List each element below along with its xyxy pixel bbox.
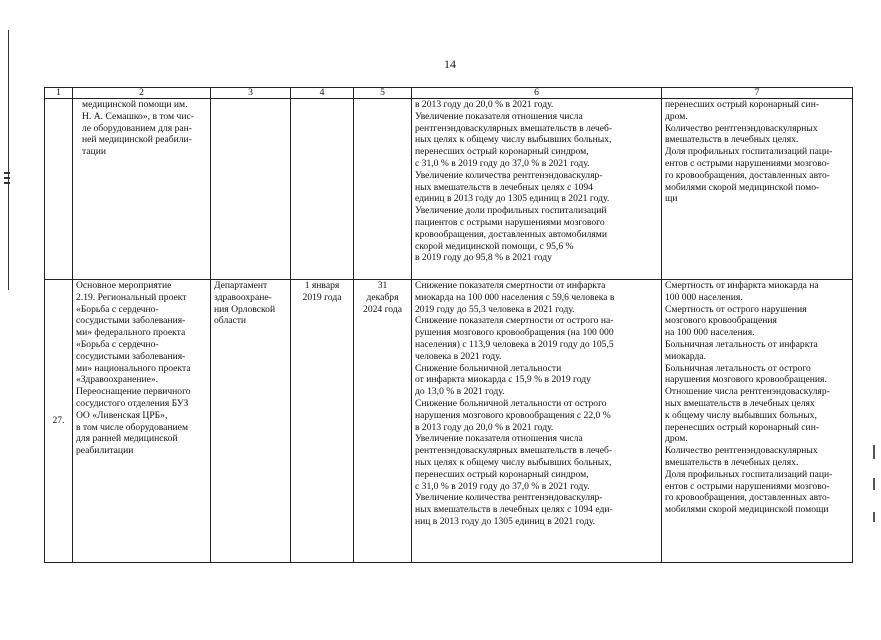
cell-line: декабря xyxy=(366,291,399,303)
cell-line: Отношение числа рентгенэндоваскуляр- xyxy=(665,386,830,398)
cell-line: Снижение показателя смертности от инфаркта xyxy=(415,280,606,291)
measure-name-cell xyxy=(73,99,211,280)
expected-result-cell xyxy=(412,280,662,563)
cell-line: Количество рентгенэндоваскулярных xyxy=(665,122,818,134)
column-number: 1 xyxy=(45,88,73,99)
cell-line: Увеличение показателя отношения числа xyxy=(415,433,583,445)
cell-line: 2019 году до 55,3 человека в 2021 году. xyxy=(415,303,575,315)
cell-line: единиц в 2013 году до 1305 единиц в 2021 году. xyxy=(415,193,610,205)
cell-line: ле оборудованием для ран- xyxy=(82,122,192,134)
cell-line: го кровообращения, доставленных авто- xyxy=(665,492,830,504)
cell-line: Увеличение количества рентгенэндоваскуляр- xyxy=(415,169,603,181)
cell-line: мозгового кровообращения xyxy=(665,315,777,327)
scan-tick-mark xyxy=(4,177,10,179)
cell-line: ных вмешательств в лечебных целях с 1094 еди- xyxy=(415,504,613,516)
cell-line: ных целях к общему числу выбывших больных, xyxy=(415,134,612,146)
cell-line: Н. А. Семашко», в том чис- xyxy=(82,110,194,122)
cell-line: вмешательств в лечебных целях. xyxy=(665,456,799,468)
cell-line: Количество рентгенэндоваскулярных xyxy=(665,445,818,457)
table-header-row xyxy=(45,88,853,99)
cell-line: перенесших острый коронарный синдром, xyxy=(415,146,589,158)
cell-line: Смертность от инфаркта миокарда на xyxy=(665,280,819,291)
cell-line: от инфаркта миокарда с 15,9 % в 2019 году xyxy=(415,374,591,386)
indicator-cell xyxy=(662,280,853,563)
cell-line: ных вмешательств в лечебных целях с 1094 xyxy=(415,181,593,193)
cell-line: Увеличение показателя отношения числа xyxy=(415,110,583,122)
column-number: 5 xyxy=(354,88,412,99)
start-date-cell xyxy=(291,99,354,280)
page-number: 14 xyxy=(444,57,456,71)
cell-line: нарушения мозгового кровообращения с 22,0 % xyxy=(415,409,611,421)
cell-line: мобилями скорой медицинской помо- xyxy=(665,181,820,193)
cell-line: медицинской помощи им. xyxy=(82,99,188,110)
cell-line: 2.19. Региональный проект xyxy=(76,291,187,303)
cell-line: миокарда. xyxy=(665,350,706,362)
cell-line: нарушения мозгового кровообращения. xyxy=(665,374,827,386)
cell-line: здравоохране- xyxy=(214,291,272,303)
cell-line: населения) с 113,9 человека в 2019 году до 105,5 xyxy=(415,338,614,350)
cell-line: до 13,0 % в 2021 году. xyxy=(415,386,505,398)
scan-edge-right xyxy=(873,478,875,490)
cell-line: человека в 2021 году. xyxy=(415,350,502,362)
cell-line: Смертность от острого нарушения xyxy=(665,303,807,315)
cell-line: кровообращения, доставленных автомобилями xyxy=(415,228,607,240)
cell-line: Основное мероприятие xyxy=(76,280,172,291)
indicator-cell xyxy=(662,99,853,280)
cell-line: ентов с острыми нарушениями мозгово- xyxy=(665,480,830,492)
cell-line: ниц в 2013 году до 1305 единиц в 2021 году. xyxy=(415,515,596,527)
column-number: 4 xyxy=(291,88,354,99)
cell-line: дром. xyxy=(665,110,688,122)
cell-line: 31 xyxy=(377,280,388,291)
cell-line: в том числе оборудованием xyxy=(76,421,189,433)
cell-line: Снижение больничной летальности xyxy=(415,362,562,374)
cell-line: на 100 000 населения. xyxy=(665,327,755,339)
executor-cell xyxy=(211,280,291,563)
cell-line: Больничная летальность от острого xyxy=(665,362,811,374)
cell-line: ентов с острыми нарушениями мозгово- xyxy=(665,157,830,169)
cell-line: Снижение больничной летальности от острого xyxy=(415,397,607,409)
row-number xyxy=(45,99,73,280)
cell-line: 2024 года xyxy=(363,303,402,315)
cell-line: Больничная летальность от инфаркта xyxy=(665,338,818,350)
cell-line: рентгенэндоваскулярных вмешательств в лечеб- xyxy=(415,445,613,457)
cell-line: реабилитации xyxy=(76,445,134,457)
cell-line: области xyxy=(214,315,247,327)
cell-line: Снижение показателя смертности от острого на- xyxy=(415,315,614,327)
cell-line: рентгенэндоваскулярных вмешательств в лечеб- xyxy=(415,122,613,134)
table-row xyxy=(45,280,853,563)
cell-line: дром. xyxy=(665,433,688,445)
cell-line: Увеличение доли профильных госпитализаций xyxy=(415,205,607,217)
cell-line: ми» национального проекта xyxy=(76,362,191,374)
end-date-cell xyxy=(354,280,412,563)
cell-line: в 2013 году до 20,0 % в 2021 году. xyxy=(415,421,554,433)
cell-line: го кровообращения, доставленных авто- xyxy=(665,169,830,181)
cell-line: ми» федерального проекта xyxy=(76,327,186,339)
cell-line: ней медицинской реабили- xyxy=(82,134,192,146)
cell-line: 100 000 населения. xyxy=(665,291,743,303)
cell-line: Доля профильных госпитализаций паци- xyxy=(665,146,833,158)
cell-line: 2019 года xyxy=(302,291,342,303)
column-number: 6 xyxy=(412,88,662,99)
cell-line: ных вмешательств в лечебных целях xyxy=(665,397,815,409)
scan-tick-mark xyxy=(4,172,10,174)
cell-line: в 2019 году до 95,8 % в 2021 году xyxy=(415,252,552,264)
cell-line: мобилями скорой медицинской помощи xyxy=(665,504,829,516)
cell-line: Доля профильных госпитализаций паци- xyxy=(665,468,833,480)
measures-table xyxy=(44,87,853,563)
column-number: 3 xyxy=(211,88,291,99)
cell-line: 1 января xyxy=(304,280,340,291)
scan-tick-mark xyxy=(4,182,10,184)
cell-line: миокарда на 100 000 населения с 59,6 человека в xyxy=(415,291,615,303)
start-date-cell xyxy=(291,280,354,563)
expected-result-cell xyxy=(412,99,662,280)
column-number: 2 xyxy=(73,88,211,99)
cell-line: вмешательств в лечебных целях. xyxy=(665,134,799,146)
scan-edge-left xyxy=(8,30,9,290)
cell-line: ния Орловской xyxy=(214,303,276,315)
cell-line: сосудистыми заболевания- xyxy=(76,315,186,327)
executor-cell xyxy=(211,99,291,280)
cell-line: «Здравоохранение». xyxy=(76,374,159,386)
cell-line: «Борьба с сердечно- xyxy=(76,338,159,350)
cell-line: с 31,0 % в 2019 году до 37,0 % в 2021 году. xyxy=(415,157,590,169)
cell-line: «Борьба с сердечно- xyxy=(76,303,159,315)
cell-line: ОО «Ливенская ЦРБ», xyxy=(76,409,168,421)
cell-line: скорой медицинской помощи, с 95,6 % xyxy=(415,240,574,252)
cell-line: перенесших острый коронарный син- xyxy=(665,421,820,433)
end-date-cell xyxy=(354,99,412,280)
cell-line: перенесших острый коронарный син- xyxy=(665,99,820,110)
row-number: 27. xyxy=(45,280,73,563)
cell-line: с 31,0 % в 2019 году до 37,0 % в 2021 году. xyxy=(415,480,590,492)
scan-edge-right xyxy=(873,512,875,522)
cell-line: к общему числу выбывших больных, xyxy=(665,409,817,421)
cell-line: перенесших острый коронарный синдром, xyxy=(415,468,589,480)
cell-line: Увеличение количества рентгенэндоваскуляр- xyxy=(415,492,603,504)
cell-line: пациентов с острыми нарушениями мозгового xyxy=(415,216,605,228)
scan-edge-right xyxy=(873,445,875,459)
cell-line: сосудистыми заболевания- xyxy=(76,350,186,362)
cell-line: для ранней медицинской xyxy=(76,433,178,445)
cell-line: щи xyxy=(665,193,678,205)
measure-name-cell xyxy=(73,280,211,563)
table-row xyxy=(45,99,853,280)
cell-line: Департамент xyxy=(214,280,268,291)
cell-line: сосудистого отделения БУЗ xyxy=(76,397,189,409)
cell-line: тации xyxy=(82,146,106,158)
cell-line: Переоснащение первичного xyxy=(76,386,191,398)
cell-line: рушения мозгового кровообращения (на 100 000 xyxy=(415,327,614,339)
cell-line: в 2013 году до 20,0 % в 2021 году. xyxy=(415,99,554,110)
column-number: 7 xyxy=(662,88,853,99)
cell-line: ных целях к общему числу выбывших больных, xyxy=(415,456,612,468)
